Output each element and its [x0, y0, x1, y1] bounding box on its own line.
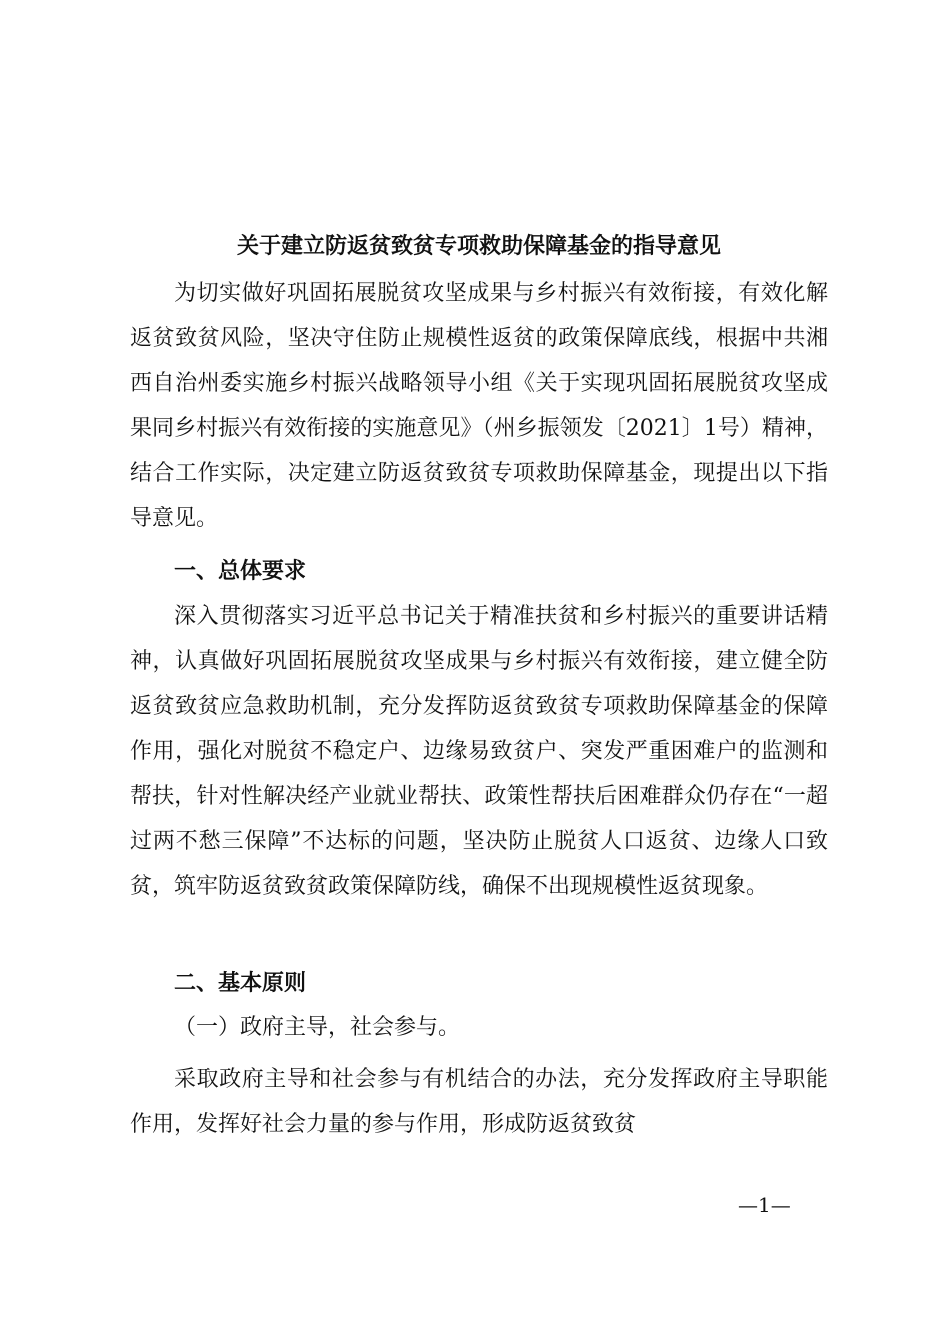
section-2-heading: 二、基本原则 — [174, 971, 307, 996]
document-title: 关于建立防返贫致贫专项救助保障基金的指导意见 — [236, 233, 721, 259]
section-2-sub-1-paragraph: 采取政府主导和社会参与有机结合的办法，充分发挥政府主导职能作用，发挥好社会力量的参与作用，形成防返贫致贫 — [130, 1067, 828, 1137]
intro-paragraph: 为切实做好巩固拓展脱贫攻坚成果与乡村振兴有效衔接，有效化解返贫致贫风险，坚决守住防止规模性返贫的政策保障底线，根据中共湘西自治州委实施乡村振兴战略领导小组《关于实现巩固拓展脱贫攻坚成果同乡村振兴有效衔接的实施意见》（州乡振领发〔2021〕1号）精神，结合工作实际，决定建立防返贫致贫专项救助保障基金，现提出以下指导意见。 — [130, 281, 828, 531]
page-number: —1— — [738, 1193, 791, 1217]
section-1-paragraph: 深入贯彻落实习近平总书记关于精准扶贫和乡村振兴的重要讲话精神，认真做好巩固拓展脱贫攻坚成果与乡村振兴有效衔接，建立健全防返贫致贫应急救助机制，充分发挥防返贫致贫专项救助保障基金的保障作用，强化对脱贫不稳定户、边缘易致贫户、突发严重困难户的监测和帮扶，针对性解决经产业就业帮扶、政策性帮扶后困难群众仍存在“一超过两不愁三保障”不达标的问题，坚决防止脱贫人口返贫、边缘人口致贫，筑牢防返贫致贫政策保障防线，确保不出现规模性返贫现象。 — [130, 604, 828, 899]
section-1-heading: 一、总体要求 — [174, 559, 307, 584]
section-2-subheading-1: （一）政府主导，社会参与。 — [174, 1015, 461, 1040]
